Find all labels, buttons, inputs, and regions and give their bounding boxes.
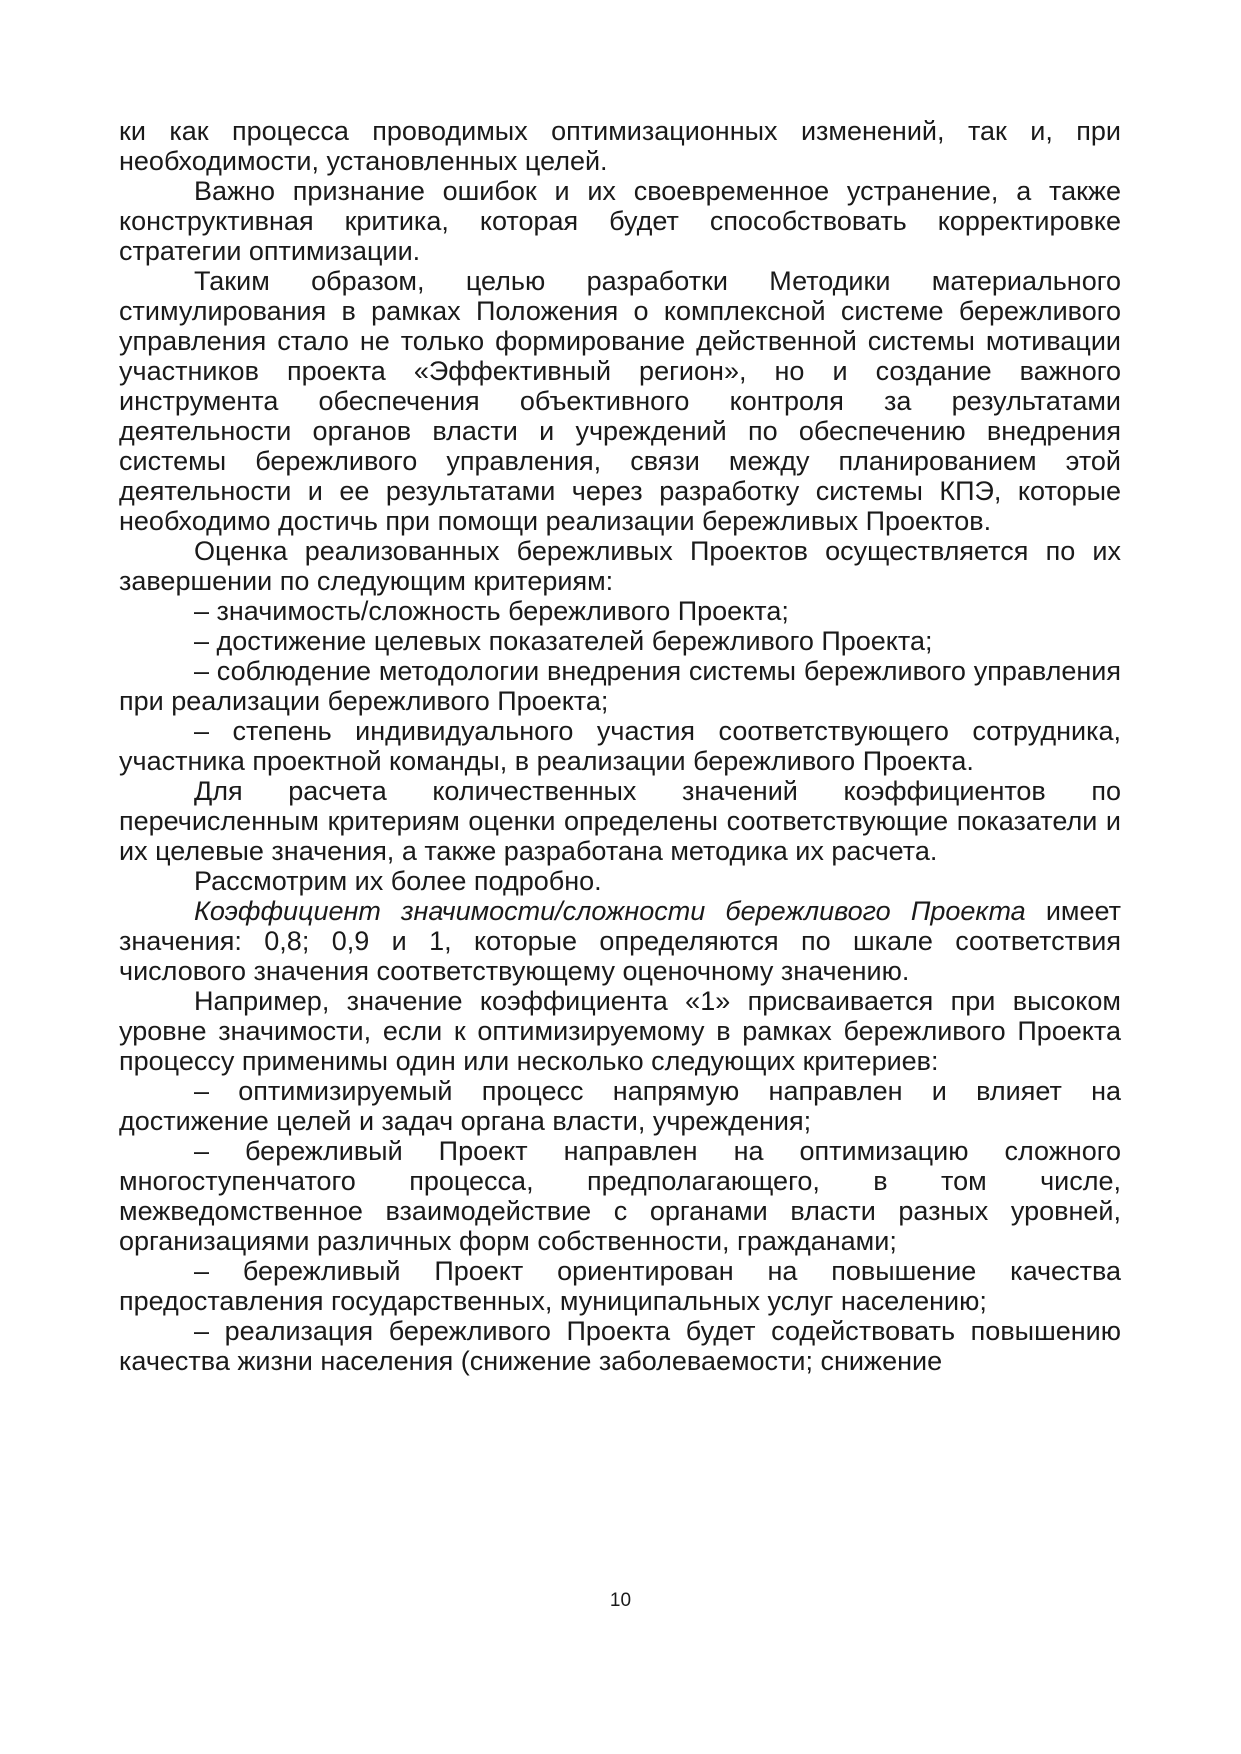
list-item-high-4: – реализация бережливого Проекта будет содействовать повышению качества жизни населения (снижение заболеваемости; снижение	[119, 1316, 1121, 1376]
list-item-high-3: – бережливый Проект ориентирован на повышение качества предоставления государственных, муниципальных услуг населению;	[119, 1256, 1121, 1316]
paragraph-4: Оценка реализованных бережливых Проектов осуществляется по их завершении по следующим критериям:	[119, 536, 1121, 596]
paragraph-7	[119, 896, 1121, 986]
list-item-criterion-3: – соблюдение методологии внедрения системы бережливого управления при реализации бережливого Проекта;	[119, 656, 1121, 716]
paragraph-1: ки как процесса проводимых оптимизационных изменений, так и, при необходимости, установленных целей.	[119, 116, 1121, 176]
paragraph-8: Например, значение коэффициента «1» присваивается при высоком уровне значимости, если к оптимизируемому в рамках бережливого Проекта процессу применимы один или несколько следующих критериев:	[119, 986, 1121, 1076]
page-number: 10	[609, 1590, 632, 1611]
paragraph-3: Таким образом, целью разработки Методики материального стимулирования в рамках Положения о комплексной системе бережливого управления стало не только формирование действенной системы мотивации участников проекта «Эффективный регион», но и создание важного инструмента обеспечения объективного контроля за результатами деятельности органов власти и учреждений по обеспечению внедрения системы бережливого управления, связи между планированием этой деятельности и ее результатами через разработку системы КПЭ, которые необходимо достичь при помощи реализации бережливых Проектов.	[119, 266, 1121, 536]
list-item-criterion-1: – значимость/сложность бережливого Проекта;	[194, 596, 789, 626]
paragraph-7-text: имеет значения: 0,8; 0,9 и 1, которые определяются по шкале соответствия числового значения соответствующему оценочному значению.	[119, 896, 1121, 986]
page-body	[119, 116, 1121, 1376]
list-item-criterion-2: – достижение целевых показателей бережливого Проекта;	[194, 626, 933, 656]
list-item-high-2: – бережливый Проект направлен на оптимизацию сложного многоступенчатого процесса, предполагающего, в том числе, межведомственное взаимодействие с органами власти разных уровней, организациями различных форм собственности, гражданами;	[119, 1136, 1121, 1256]
list-item-high-1: – оптимизируемый процесс напрямую направлен и влияет на достижение целей и задач органа власти, учреждения;	[119, 1076, 1121, 1136]
list-item-criterion-4: – степень индивидуального участия соответствующего сотрудника, участника проектной команды, в реализации бережливого Проекта.	[119, 716, 1121, 776]
paragraph-5: Для расчета количественных значений коэффициентов по перечисленным критериям оценки определены соответствующие показатели и их целевые значения, а также разработана методика их расчета.	[119, 776, 1121, 866]
paragraph-6: Рассмотрим их более подробно.	[194, 866, 602, 896]
italic-term: Коэффициент значимости/сложности бережливого Проекта	[194, 896, 1026, 926]
paragraph-2: Важно признание ошибок и их своевременное устранение, а также конструктивная критика, которая будет способствовать корректировке стратегии оптимизации.	[119, 176, 1121, 266]
